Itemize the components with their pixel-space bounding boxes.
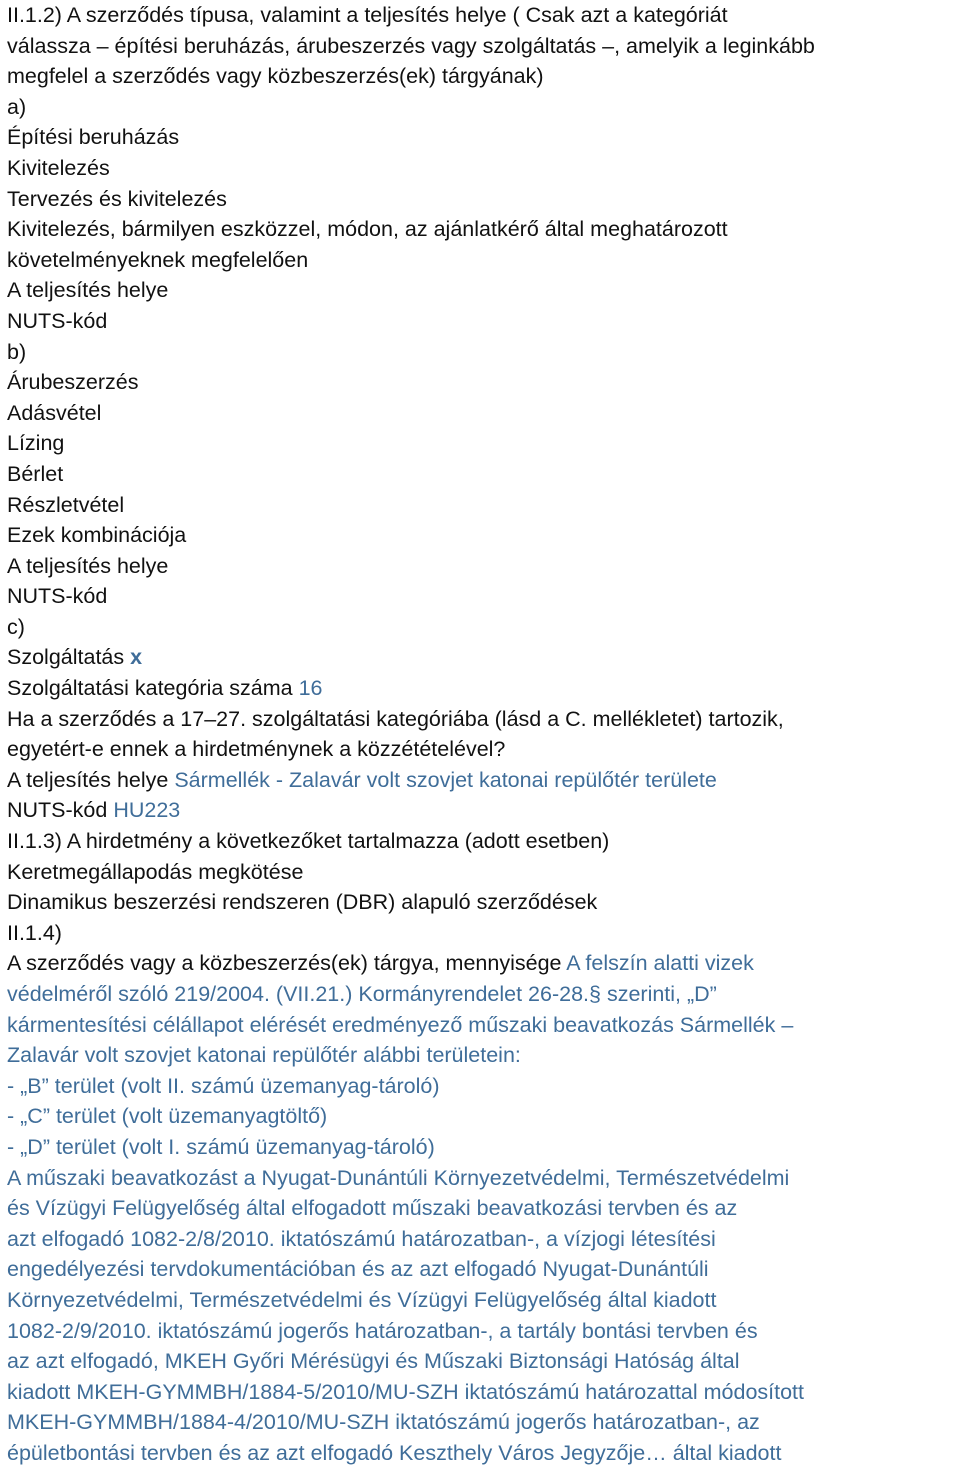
form-value: épületbontási tervben és az azt elfogadó Keszthely Város Jegyzője… által kiadott xyxy=(7,1440,782,1465)
form-label: Árubeszerzés xyxy=(7,370,139,395)
form-value: és Vízügyi Felügyelőség által elfogadott műszaki beavatkozási tervben és az xyxy=(7,1196,738,1221)
text-line xyxy=(7,887,957,918)
form-label: c) xyxy=(7,614,25,639)
text-line xyxy=(7,1346,957,1377)
text-line xyxy=(7,1377,957,1408)
form-label: II.1.4) xyxy=(7,920,62,945)
text-line xyxy=(7,1101,957,1132)
text-line xyxy=(7,979,957,1010)
text-line xyxy=(7,1163,957,1194)
text-line xyxy=(7,551,957,582)
form-value: Környezetvédelmi, Természetvédelmi és Vízügyi Felügyelőség által kiadott xyxy=(7,1287,717,1312)
form-value: HU223 xyxy=(113,798,181,823)
form-label: NUTS-kód xyxy=(7,798,114,823)
text-line xyxy=(7,92,957,123)
text-line xyxy=(7,1254,957,1285)
text-line xyxy=(7,734,957,765)
text-line xyxy=(7,61,957,92)
form-label: NUTS-kód xyxy=(7,308,108,333)
text-line xyxy=(7,765,957,796)
text-line xyxy=(7,306,957,337)
text-line xyxy=(7,31,957,62)
form-label: követelményeknek megfelelően xyxy=(7,247,309,272)
text-line xyxy=(7,1193,957,1224)
text-line xyxy=(7,1285,957,1316)
text-line xyxy=(7,704,957,735)
form-value: MKEH-GYMMBH/1884-4/2010/MU-SZH iktatószámú jogerős határozatban-, az xyxy=(7,1410,760,1435)
text-line xyxy=(7,1132,957,1163)
text-line xyxy=(7,795,957,826)
form-label: A teljesítés helye xyxy=(7,553,169,578)
form-label: a) xyxy=(7,94,27,119)
form-value: kármentesítési célállapot elérését eredményező műszaki beavatkozás Sármellék – xyxy=(7,1012,794,1037)
text-line xyxy=(7,337,957,368)
text-line xyxy=(7,1010,957,1041)
document-body xyxy=(7,0,957,1469)
text-line xyxy=(7,122,957,153)
text-line xyxy=(7,1224,957,1255)
form-label: II.1.3) A hirdetmény a következőket tartalmazza (adott esetben) xyxy=(7,829,610,854)
text-line xyxy=(7,1407,957,1438)
checkbox-mark: x xyxy=(130,645,143,670)
text-line xyxy=(7,826,957,857)
form-label: Tervezés és kivitelezés xyxy=(7,186,227,211)
form-label: Szolgáltatás xyxy=(7,645,131,670)
form-value: Sármellék - Zalavár volt szovjet katonai repülőtér területe xyxy=(174,767,717,792)
form-label: egyetért-e ennek a hirdetménynek a közzétételével? xyxy=(7,737,506,762)
form-label: válassza – építési beruházás, árubeszerzés vagy szolgáltatás –, amelyik a leginkább xyxy=(7,33,815,58)
text-line xyxy=(7,857,957,888)
form-label: Kivitelezés, bármilyen eszközzel, módon, az ajánlatkérő által meghatározott xyxy=(7,217,728,242)
text-line xyxy=(7,581,957,612)
text-line xyxy=(7,184,957,215)
text-line xyxy=(7,612,957,643)
text-line xyxy=(7,398,957,429)
text-line xyxy=(7,245,957,276)
text-line xyxy=(7,1040,957,1071)
form-label: A szerződés vagy a közbeszerzés(ek) tárgya, mennyisége xyxy=(7,951,567,976)
form-value: kiadott MKEH-GYMMBH/1884-5/2010/MU-SZH iktatószámú határozattal módosított xyxy=(7,1379,805,1404)
form-label: Ha a szerződés a 17–27. szolgáltatási kategóriába (lásd a C. mellékletet) tartozik, xyxy=(7,706,784,731)
form-value: A felszín alatti vizek xyxy=(566,951,754,976)
form-label: Ezek kombinációja xyxy=(7,523,187,548)
form-label: Adásvétel xyxy=(7,400,102,425)
text-line xyxy=(7,490,957,521)
form-label: II.1.2) A szerződés típusa, valamint a teljesítés helye ( Csak azt a kategóriát xyxy=(7,3,728,27)
form-value: - „C” terület (volt üzemanyagtöltő) xyxy=(7,1104,328,1129)
form-value: védelméről szóló 219/2004. (VII.21.) Kormányrendelet 26-28.§ szerinti, „D” xyxy=(7,982,717,1006)
form-label: Bérlet xyxy=(7,461,64,486)
form-value: - „D” terület (volt I. számú üzemanyag-tároló) xyxy=(7,1134,435,1159)
form-value: az azt elfogadó, MKEH Győri Mérésügyi és Műszaki Biztonsági Hatóság által xyxy=(7,1349,740,1374)
text-line xyxy=(7,275,957,306)
text-line xyxy=(7,214,957,245)
form-value: Zalavár volt szovjet katonai repülőtér alábbi területein: xyxy=(7,1043,521,1068)
text-line xyxy=(7,948,957,979)
text-line xyxy=(7,1316,957,1347)
form-label: A teljesítés helye xyxy=(7,278,169,303)
form-label: b) xyxy=(7,339,27,364)
form-value: 16 xyxy=(298,676,323,701)
text-line xyxy=(7,428,957,459)
text-line xyxy=(7,918,957,949)
form-label: Dinamikus beszerzési rendszeren (DBR) alapuló szerződések xyxy=(7,890,598,915)
form-value: azt elfogadó 1082-2/8/2010. iktatószámú határozatban-, a vízjogi létesítési xyxy=(7,1226,716,1251)
text-line xyxy=(7,642,957,673)
text-line xyxy=(7,673,957,704)
form-label: Építési beruházás xyxy=(7,125,180,150)
form-label: Keretmegállapodás megkötése xyxy=(7,859,304,884)
form-label: Kivitelezés xyxy=(7,155,110,180)
form-label: Szolgáltatási kategória száma xyxy=(7,676,299,701)
form-label: megfelel a szerződés vagy közbeszerzés(ek) tárgyának) xyxy=(7,64,544,89)
text-line xyxy=(7,520,957,551)
form-label: NUTS-kód xyxy=(7,584,108,609)
text-line xyxy=(7,367,957,398)
text-line xyxy=(7,459,957,490)
text-line xyxy=(7,1071,957,1102)
form-value: engedélyezési tervdokumentációban és az azt elfogadó Nyugat-Dunántúli xyxy=(7,1257,709,1282)
form-value: A műszaki beavatkozást a Nyugat-Dunántúli Környezetvédelmi, Természetvédelmi xyxy=(7,1165,790,1190)
text-line xyxy=(7,0,957,31)
form-label: Lízing xyxy=(7,431,65,456)
form-label: A teljesítés helye xyxy=(7,767,175,792)
text-line xyxy=(7,153,957,184)
form-value: - „B” terület (volt II. számú üzemanyag-tároló) xyxy=(7,1073,440,1098)
form-label: Részletvétel xyxy=(7,492,125,517)
form-value: 1082-2/9/2010. iktatószámú jogerős határozatban-, a tartály bontási tervben és xyxy=(7,1318,758,1343)
